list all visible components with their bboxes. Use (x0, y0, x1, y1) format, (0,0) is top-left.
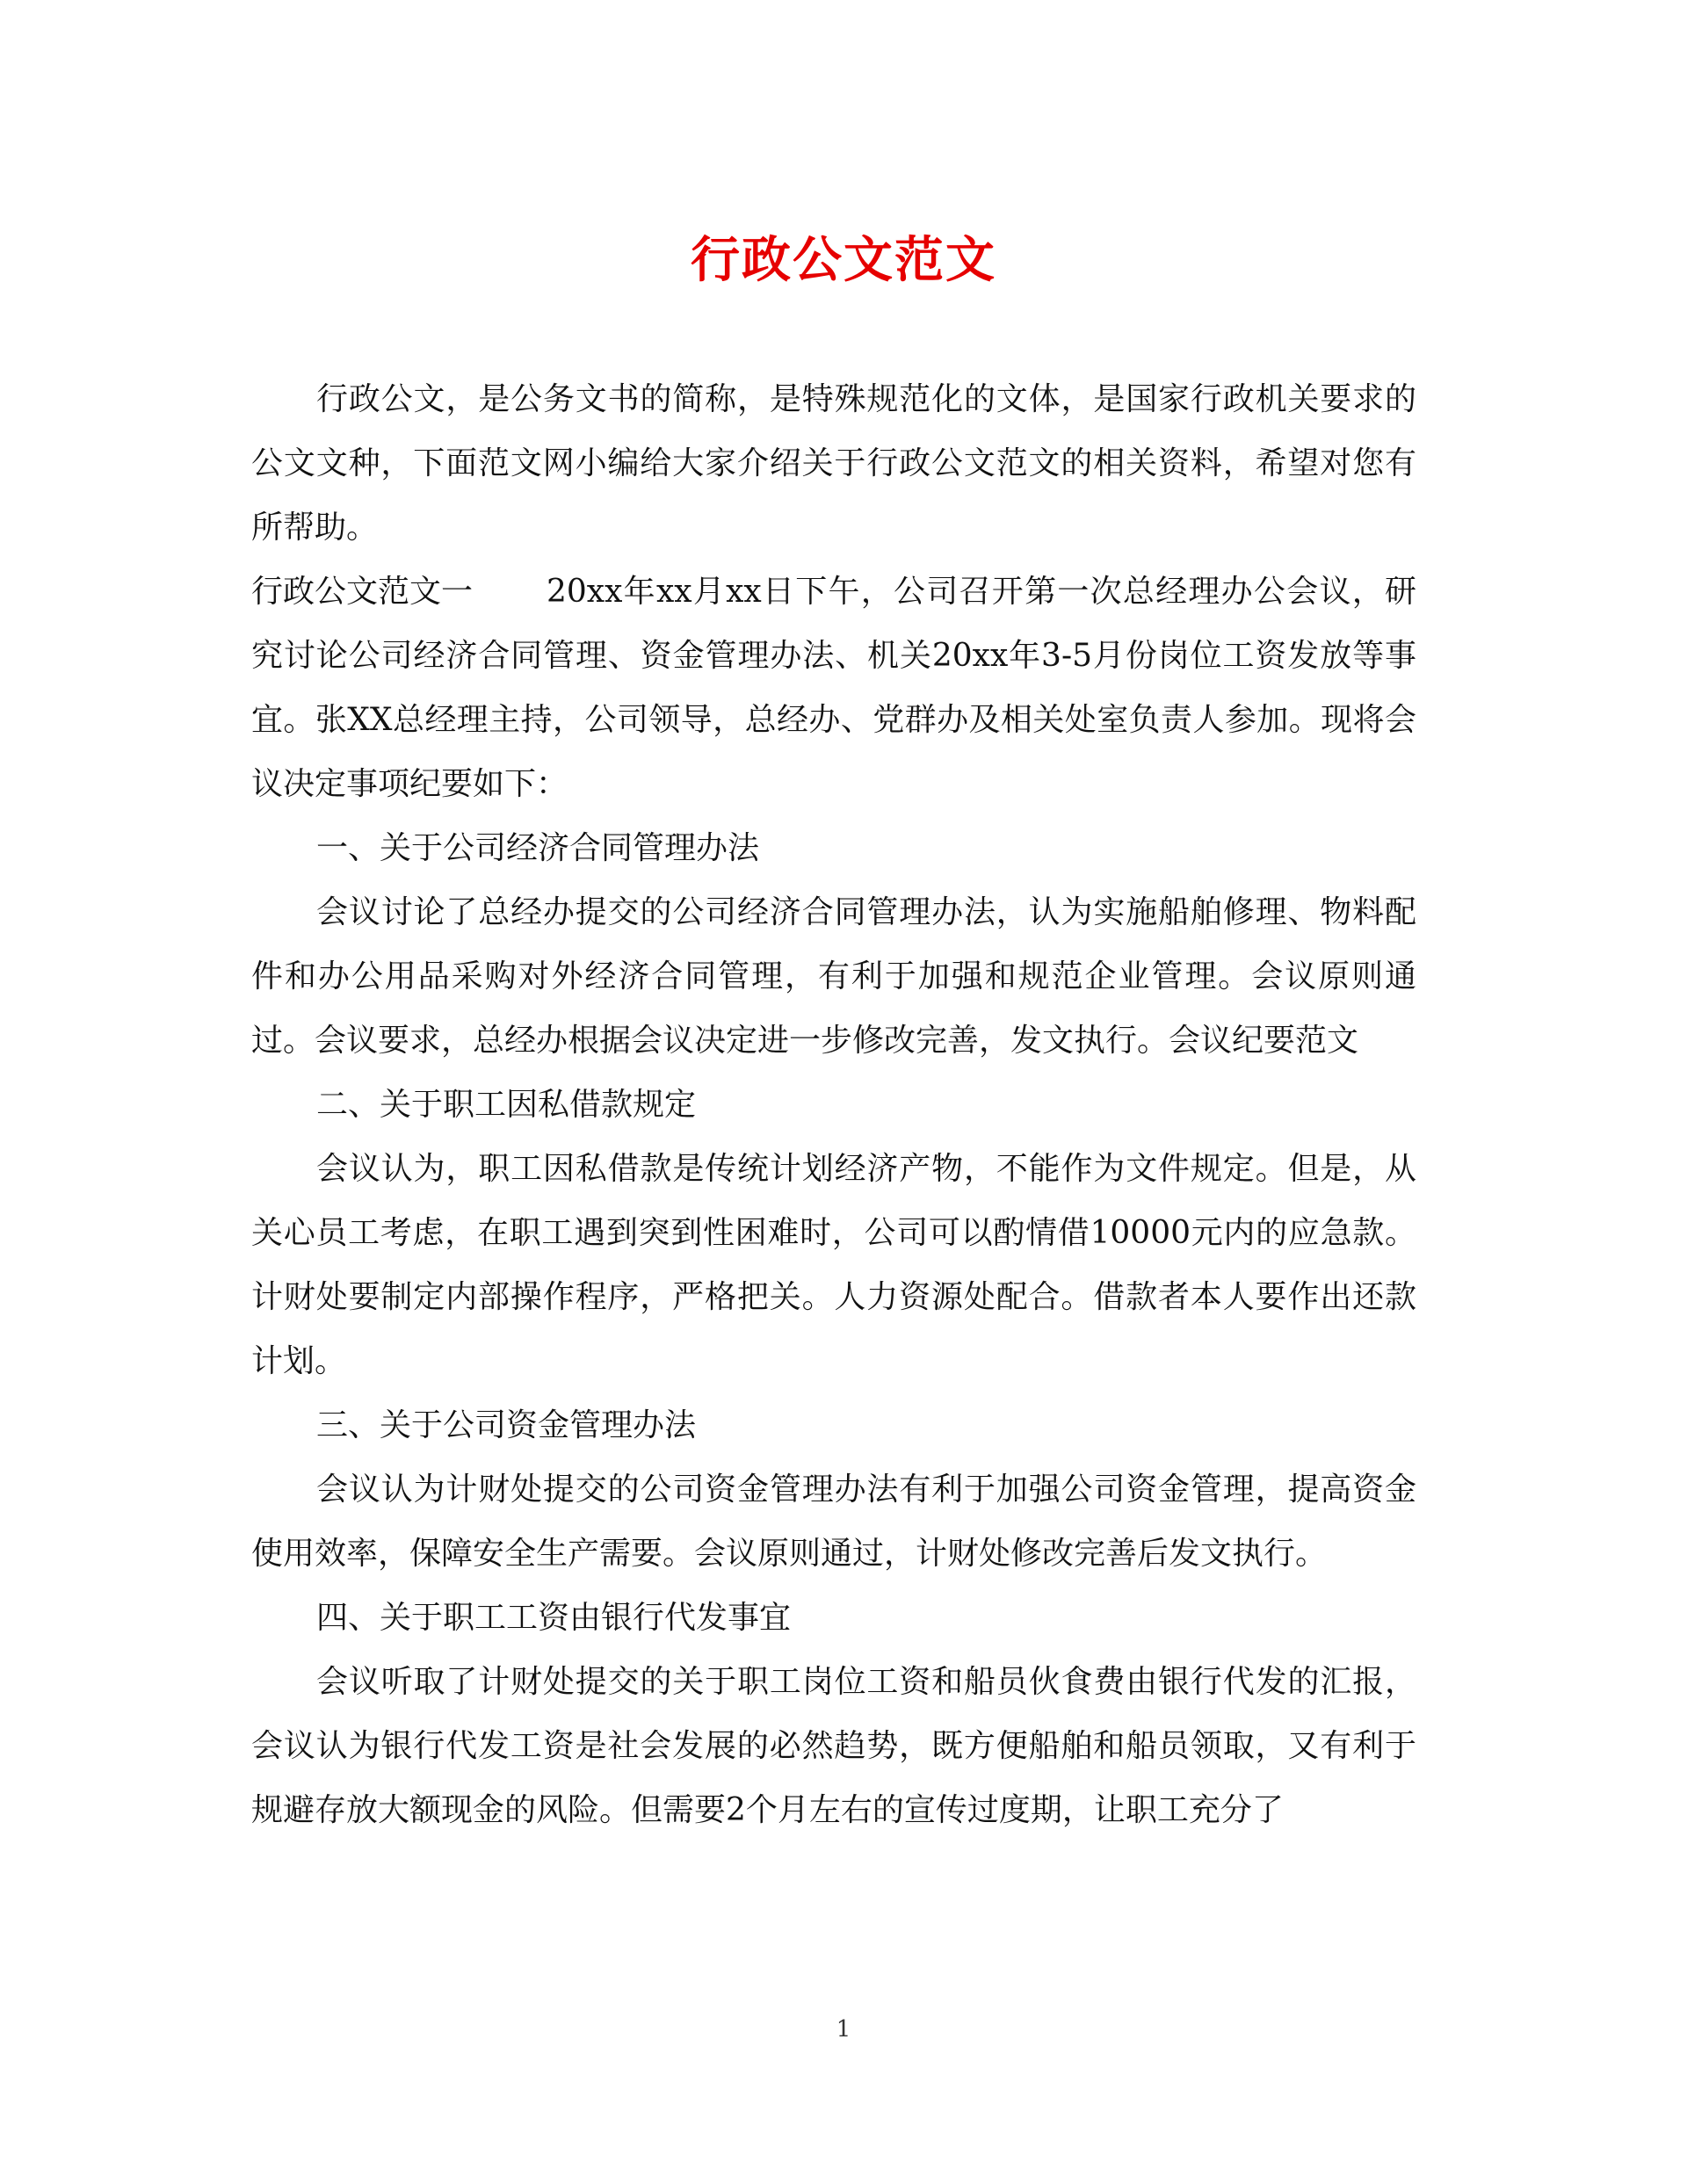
section-text-4: 会议听取了计财处提交的关于职工岗位工资和船员伙食费由银行代发的汇报，会议认为银行代发工资是社会发展的必然趋势，既方便船舶和船员领取，又有利于规避存放大额现金的风险。但需要2个月左右的宣传过度期，让职工充分了 (251, 1664, 1416, 1828)
section-text-1: 会议讨论了总经办提交的公司经济合同管理办法，认为实施船舶修理、物料配件和办公用品采购对外经济合同管理，有利于加强和规范企业管理。会议原则通过。会议要求，总经办根据会议决定进一步修改完善，发文执行。会议纪要范文 (251, 894, 1416, 1059)
section-heading-4: 四、关于职工工资由银行代发事宜 (316, 1600, 792, 1636)
section-text-3: 会议认为计财处提交的公司资金管理办法有利于加强公司资金管理，提高资金使用效率，保障安全生产需要。会议原则通过，计财处修改完善后发文执行。 (251, 1472, 1416, 1572)
sample-label: 行政公文范文一 (251, 574, 474, 610)
section-heading-3: 三、关于公司资金管理办法 (316, 1407, 697, 1443)
document-body (251, 367, 1416, 1842)
intro-paragraph: 行政公文，是公务文书的简称，是特殊规范化的文体，是国家行政机关要求的公文文种，下面范文网小编给大家介绍关于行政公文范文的相关资料，希望对您有所帮助。 (251, 381, 1416, 546)
sample-paragraph (251, 560, 1416, 816)
section-heading-2: 二、关于职工因私借款规定 (316, 1087, 697, 1123)
sample-opening: 20xx年xx月xx日下午，公司召开第一次总经理办公会议，研究讨论公司经济合同管理、资金管理办法、机关20xx年3-5月份岗位工资发放等事宜。张XX总经理主持，公司领导，总经办、党群办及相关处室负责人参加。现将会议决定事项纪要如下： (251, 574, 1416, 802)
page-number: 1 (836, 2016, 851, 2043)
section-heading-1: 一、关于公司经济合同管理办法 (316, 830, 760, 866)
section-text-2: 会议认为，职工因私借款是传统计划经济产物，不能作为文件规定。但是，从关心员工考虑，在职工遇到突到性困难时，公司可以酌情借10000元内的应急款。计财处要制定内部操作程序，严格把关。人力资源处配合。借款者本人要作出还款计划。 (251, 1151, 1416, 1379)
document-title: 行政公文范文 (691, 231, 996, 289)
